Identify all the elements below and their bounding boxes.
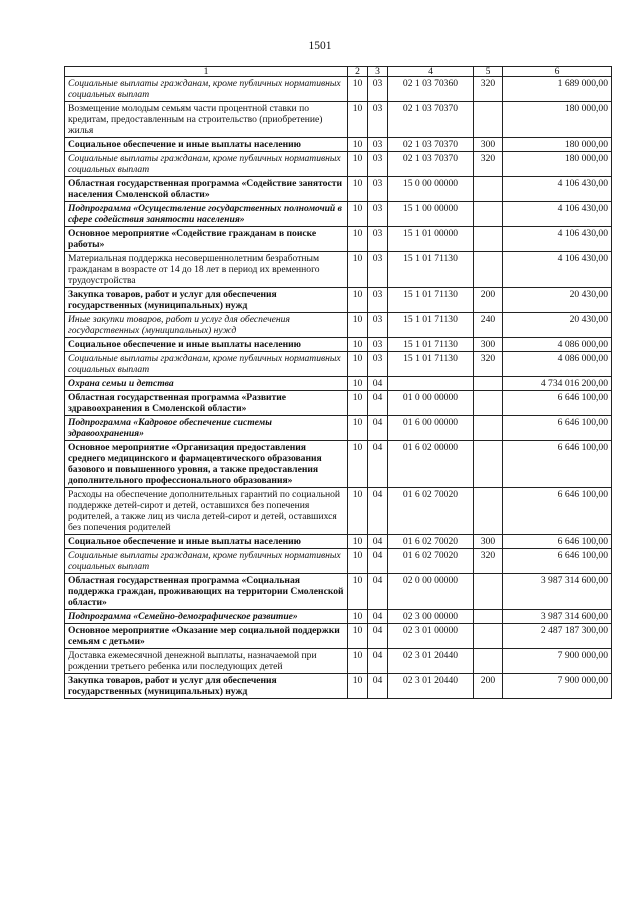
row-subsection-cell: 04: [368, 416, 388, 441]
row-amount-cell: 6 646 100,00: [503, 488, 612, 535]
table-row: [65, 535, 612, 549]
row-subsection-cell: 04: [368, 377, 388, 391]
row-name-cell: Материальная поддержка несовершеннолетним безработным гражданам в возрасте от 14 до 18 лет в период их временного трудоустройства: [65, 252, 348, 288]
row-expense-type-cell: 300: [474, 138, 503, 152]
row-target-code-cell: 01 6 02 00000: [388, 441, 474, 488]
row-expense-type-cell: [474, 102, 503, 138]
row-name-cell: Основное мероприятие «Организация предоставления среднего медицинского и фармацевтического образования базового и повышенного уровня, а также предоставления дополнительного профессионального образования»: [65, 441, 348, 488]
row-subsection-cell: 04: [368, 624, 388, 649]
row-name-cell: Областная государственная программа «Развитие здравоохранения в Смоленской области»: [65, 391, 348, 416]
row-subsection-cell: 04: [368, 441, 388, 488]
table-row: [65, 102, 612, 138]
table-row: [65, 488, 612, 535]
header-col-5: 5: [474, 67, 503, 77]
row-target-code-cell: 02 0 00 00000: [388, 574, 474, 610]
table-row: [65, 610, 612, 624]
header-col-4: 4: [388, 67, 474, 77]
row-subsection-cell: 03: [368, 227, 388, 252]
table-row: [65, 288, 612, 313]
row-name-cell: Социальные выплаты гражданам, кроме публичных нормативных социальных выплат: [65, 352, 348, 377]
row-target-code-cell: 15 1 01 71130: [388, 338, 474, 352]
row-name-cell: Социальные выплаты гражданам, кроме публичных нормативных социальных выплат: [65, 549, 348, 574]
row-amount-cell: 180 000,00: [503, 138, 612, 152]
row-expense-type-cell: 320: [474, 152, 503, 177]
row-section-cell: 10: [348, 138, 368, 152]
row-name-cell: Охрана семьи и детства: [65, 377, 348, 391]
row-expense-type-cell: [474, 488, 503, 535]
table-row: [65, 574, 612, 610]
table-row: [65, 416, 612, 441]
row-amount-cell: 1 689 000,00: [503, 77, 612, 102]
row-amount-cell: 6 646 100,00: [503, 416, 612, 441]
row-name-cell: Подпрограмма «Кадровое обеспечение системы здравоохранения»: [65, 416, 348, 441]
row-section-cell: 10: [348, 102, 368, 138]
row-target-code-cell: 15 1 00 00000: [388, 202, 474, 227]
row-amount-cell: 3 987 314 600,00: [503, 574, 612, 610]
row-target-code-cell: 02 3 01 20440: [388, 649, 474, 674]
row-amount-cell: 4 086 000,00: [503, 338, 612, 352]
row-target-code-cell: 01 6 00 00000: [388, 416, 474, 441]
row-section-cell: 10: [348, 488, 368, 535]
row-section-cell: 10: [348, 202, 368, 227]
row-amount-cell: 7 900 000,00: [503, 674, 612, 699]
row-subsection-cell: 03: [368, 138, 388, 152]
table-row: [65, 624, 612, 649]
row-section-cell: 10: [348, 313, 368, 338]
page-number: 1501: [308, 40, 332, 52]
row-expense-type-cell: [474, 252, 503, 288]
row-amount-cell: 7 900 000,00: [503, 649, 612, 674]
row-subsection-cell: 04: [368, 674, 388, 699]
row-amount-cell: 4 106 430,00: [503, 252, 612, 288]
row-name-cell: Подпрограмма «Семейно-демографическое развитие»: [65, 610, 348, 624]
row-subsection-cell: 03: [368, 202, 388, 227]
table-row: [65, 252, 612, 288]
row-section-cell: 10: [348, 549, 368, 574]
row-section-cell: 10: [348, 674, 368, 699]
row-name-cell: Основное мероприятие «Содействие гражданам в поиске работы»: [65, 227, 348, 252]
header-col-6: 6: [503, 67, 612, 77]
row-section-cell: 10: [348, 77, 368, 102]
row-expense-type-cell: 300: [474, 535, 503, 549]
row-subsection-cell: 03: [368, 288, 388, 313]
row-name-cell: Закупка товаров, работ и услуг для обеспечения государственных (муниципальных) нужд: [65, 288, 348, 313]
table-row: [65, 227, 612, 252]
row-expense-type-cell: 200: [474, 674, 503, 699]
row-expense-type-cell: [474, 610, 503, 624]
row-expense-type-cell: [474, 202, 503, 227]
table-row: [65, 338, 612, 352]
row-amount-cell: 3 987 314 600,00: [503, 610, 612, 624]
row-expense-type-cell: 240: [474, 313, 503, 338]
table-row: [65, 549, 612, 574]
row-subsection-cell: 03: [368, 152, 388, 177]
row-expense-type-cell: [474, 574, 503, 610]
row-expense-type-cell: [474, 416, 503, 441]
row-target-code-cell: 15 0 00 00000: [388, 177, 474, 202]
row-name-cell: Социальные выплаты гражданам, кроме публичных нормативных социальных выплат: [65, 152, 348, 177]
row-name-cell: Подпрограмма «Осуществление государственных полномочий в сфере содействия занятости населения»: [65, 202, 348, 227]
table-row: [65, 177, 612, 202]
row-name-cell: Возмещение молодым семьям части процентной ставки по кредитам, предоставленным на строительство (приобретение) жилья: [65, 102, 348, 138]
row-amount-cell: 4 106 430,00: [503, 177, 612, 202]
row-target-code-cell: 02 1 03 70370: [388, 152, 474, 177]
row-amount-cell: 4 106 430,00: [503, 202, 612, 227]
row-target-code-cell: 15 1 01 00000: [388, 227, 474, 252]
row-target-code-cell: 01 6 02 70020: [388, 488, 474, 535]
row-amount-cell: 6 646 100,00: [503, 441, 612, 488]
row-subsection-cell: 04: [368, 610, 388, 624]
row-subsection-cell: 04: [368, 549, 388, 574]
row-target-code-cell: 02 3 01 20440: [388, 674, 474, 699]
row-amount-cell: 20 430,00: [503, 288, 612, 313]
row-section-cell: 10: [348, 377, 368, 391]
row-subsection-cell: 03: [368, 77, 388, 102]
table-row: [65, 674, 612, 699]
row-amount-cell: 4 734 016 200,00: [503, 377, 612, 391]
row-subsection-cell: 03: [368, 313, 388, 338]
row-section-cell: 10: [348, 288, 368, 313]
row-amount-cell: 6 646 100,00: [503, 549, 612, 574]
row-expense-type-cell: [474, 227, 503, 252]
row-target-code-cell: 15 1 01 71130: [388, 352, 474, 377]
budget-table: [64, 66, 612, 699]
row-section-cell: 10: [348, 338, 368, 352]
table-row: [65, 352, 612, 377]
row-target-code-cell: 02 3 00 00000: [388, 610, 474, 624]
row-expense-type-cell: [474, 391, 503, 416]
table-row: [65, 77, 612, 102]
table-row: [65, 202, 612, 227]
row-expense-type-cell: [474, 649, 503, 674]
row-amount-cell: 4 086 000,00: [503, 352, 612, 377]
row-name-cell: Социальное обеспечение и иные выплаты населению: [65, 535, 348, 549]
row-target-code-cell: 15 1 01 71130: [388, 313, 474, 338]
row-section-cell: 10: [348, 649, 368, 674]
row-target-code-cell: 01 0 00 00000: [388, 391, 474, 416]
row-section-cell: 10: [348, 441, 368, 488]
row-expense-type-cell: 320: [474, 549, 503, 574]
row-expense-type-cell: [474, 624, 503, 649]
row-target-code-cell: [388, 377, 474, 391]
row-expense-type-cell: 300: [474, 338, 503, 352]
row-name-cell: Социальные выплаты гражданам, кроме публичных нормативных социальных выплат: [65, 77, 348, 102]
table-row: [65, 391, 612, 416]
row-name-cell: Социальное обеспечение и иные выплаты населению: [65, 338, 348, 352]
row-amount-cell: 20 430,00: [503, 313, 612, 338]
row-target-code-cell: 02 1 03 70370: [388, 138, 474, 152]
table-row: [65, 313, 612, 338]
row-name-cell: Закупка товаров, работ и услуг для обеспечения государственных (муниципальных) нужд: [65, 674, 348, 699]
row-expense-type-cell: 320: [474, 352, 503, 377]
table-row: [65, 152, 612, 177]
row-expense-type-cell: [474, 177, 503, 202]
row-target-code-cell: 02 1 03 70360: [388, 77, 474, 102]
row-section-cell: 10: [348, 391, 368, 416]
row-target-code-cell: 01 6 02 70020: [388, 535, 474, 549]
row-amount-cell: 180 000,00: [503, 102, 612, 138]
row-subsection-cell: 04: [368, 391, 388, 416]
row-subsection-cell: 03: [368, 338, 388, 352]
row-name-cell: Областная государственная программа «Содействие занятости населения Смоленской области»: [65, 177, 348, 202]
row-amount-cell: 4 106 430,00: [503, 227, 612, 252]
row-target-code-cell: 01 6 02 70020: [388, 549, 474, 574]
row-amount-cell: 6 646 100,00: [503, 535, 612, 549]
header-col-3: 3: [368, 67, 388, 77]
table-row: [65, 441, 612, 488]
row-amount-cell: 6 646 100,00: [503, 391, 612, 416]
row-expense-type-cell: [474, 377, 503, 391]
row-section-cell: 10: [348, 177, 368, 202]
row-name-cell: Социальное обеспечение и иные выплаты населению: [65, 138, 348, 152]
row-name-cell: Основное мероприятие «Оказание мер социальной поддержки семьям с детьми»: [65, 624, 348, 649]
header-col-2: 2: [348, 67, 368, 77]
row-target-code-cell: 15 1 01 71130: [388, 252, 474, 288]
row-subsection-cell: 04: [368, 488, 388, 535]
row-expense-type-cell: [474, 441, 503, 488]
row-section-cell: 10: [348, 252, 368, 288]
row-name-cell: Иные закупки товаров, работ и услуг для обеспечения государственных (муниципальных) нужд: [65, 313, 348, 338]
row-section-cell: 10: [348, 624, 368, 649]
row-expense-type-cell: 320: [474, 77, 503, 102]
table-row: [65, 649, 612, 674]
row-section-cell: 10: [348, 610, 368, 624]
row-target-code-cell: 15 1 01 71130: [388, 288, 474, 313]
row-name-cell: Расходы на обеспечение дополнительных гарантий по социальной поддержке детей-сирот и детей, оставшихся без попечения родителей, а также лиц из числа детей-сирот и детей, оставшихся без попечения родителей: [65, 488, 348, 535]
row-section-cell: 10: [348, 227, 368, 252]
row-target-code-cell: 02 3 01 00000: [388, 624, 474, 649]
table-row: [65, 138, 612, 152]
row-subsection-cell: 03: [368, 252, 388, 288]
row-section-cell: 10: [348, 152, 368, 177]
row-subsection-cell: 04: [368, 649, 388, 674]
row-subsection-cell: 03: [368, 102, 388, 138]
row-subsection-cell: 03: [368, 352, 388, 377]
row-name-cell: Областная государственная программа «Социальная поддержка граждан, проживающих на территории Смоленской области»: [65, 574, 348, 610]
row-section-cell: 10: [348, 352, 368, 377]
row-section-cell: 10: [348, 535, 368, 549]
row-name-cell: Доставка ежемесячной денежной выплаты, назначаемой при рождении третьего ребенка или последующих детей: [65, 649, 348, 674]
row-target-code-cell: 02 1 03 70370: [388, 102, 474, 138]
row-expense-type-cell: 200: [474, 288, 503, 313]
header-col-1: 1: [65, 67, 348, 77]
row-section-cell: 10: [348, 416, 368, 441]
row-section-cell: 10: [348, 574, 368, 610]
table-header-row: [65, 67, 612, 77]
row-subsection-cell: 04: [368, 574, 388, 610]
table-row: [65, 377, 612, 391]
row-amount-cell: 2 487 187 300,00: [503, 624, 612, 649]
row-subsection-cell: 03: [368, 177, 388, 202]
row-amount-cell: 180 000,00: [503, 152, 612, 177]
row-subsection-cell: 04: [368, 535, 388, 549]
